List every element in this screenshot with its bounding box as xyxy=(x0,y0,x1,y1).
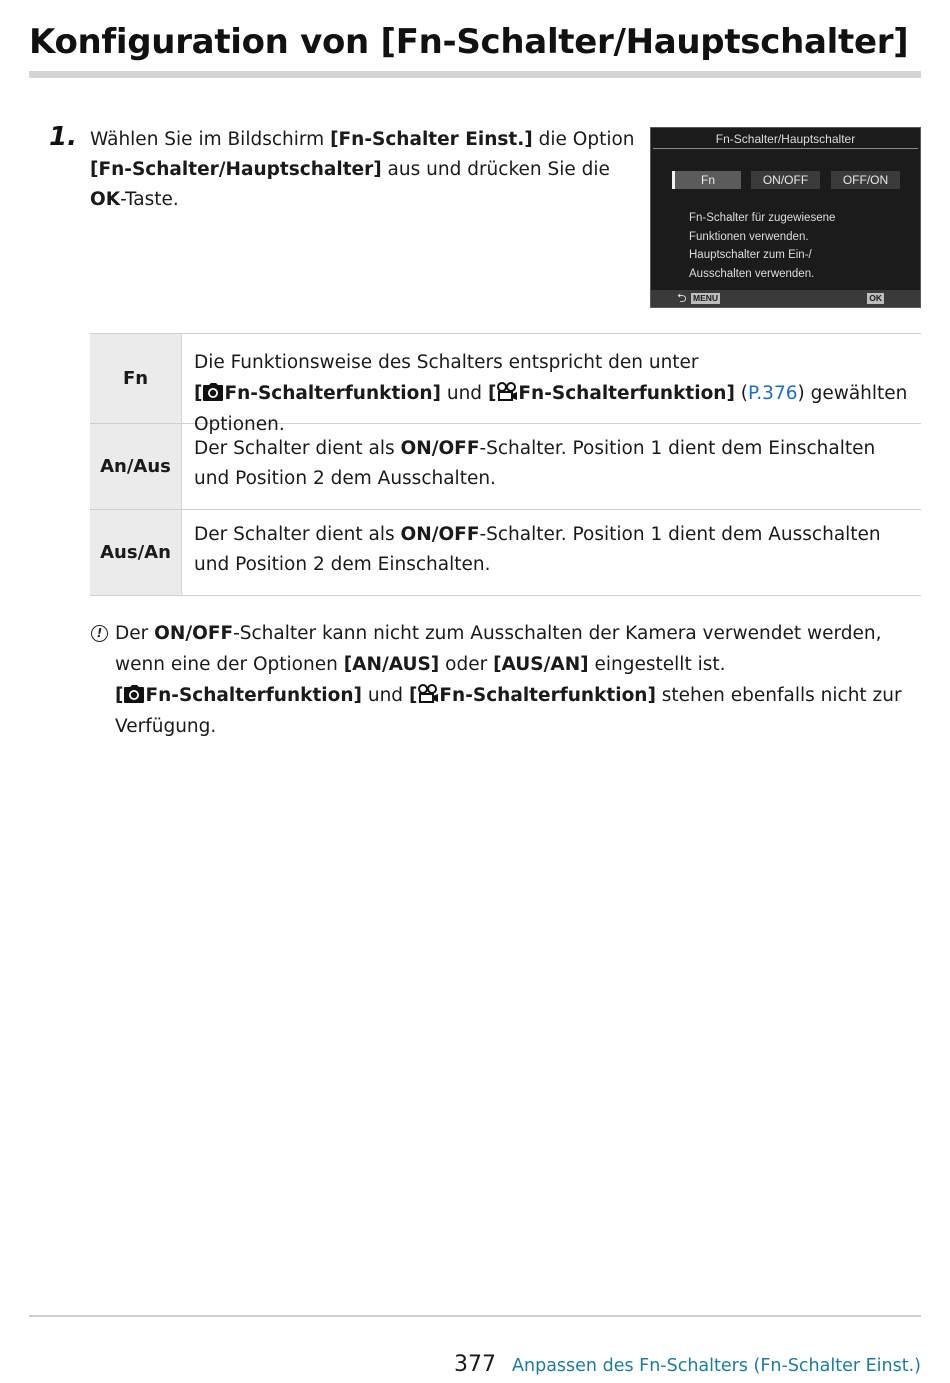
camera-desc-line: Hauptschalter zum Ein-/ xyxy=(689,249,812,262)
step-text-2: die Option xyxy=(532,129,635,150)
desc-text: ( xyxy=(734,383,749,404)
note-part: Der xyxy=(115,623,155,644)
camera-desc-line: Ausschalten verwenden. xyxy=(689,267,815,280)
movie-fn-function-name: Fn-Schalterfunktion] xyxy=(439,685,656,706)
camera-screen-description xyxy=(689,209,909,283)
option-aus-an-label: [AUS/AN] xyxy=(493,654,589,675)
footer-divider xyxy=(29,1315,921,1317)
option-an-aus-label: [AN/AUS] xyxy=(343,654,440,675)
options-table xyxy=(90,333,921,596)
page-number: 377 xyxy=(454,1352,496,1377)
footer-section-link[interactable]: Anpassen des Fn-Schalters (Fn-Schalter Einst.) xyxy=(512,1356,921,1376)
note-icon: ! xyxy=(91,625,108,642)
desc-text: Die Funktionsweise des Schalters entspricht den unter xyxy=(194,352,699,373)
camera-icon xyxy=(202,382,224,402)
option-key-fn: Fn xyxy=(90,334,182,423)
desc-text: -Schalter. Position 1 dient dem Einschalten und Position 2 dem Ausschalten. xyxy=(194,438,876,489)
movie-fn-function-name: Fn-Schalterfunktion] xyxy=(518,383,735,404)
page-reference-link[interactable]: P.376 xyxy=(748,383,798,404)
step-ok-key: OK xyxy=(90,189,121,210)
desc-text: Der Schalter dient als xyxy=(194,438,401,459)
camera-screen-illustration xyxy=(650,127,921,308)
option-description xyxy=(182,334,921,435)
table-row xyxy=(90,334,921,435)
camera-desc-line: Fn-Schalter für zugewiesene xyxy=(689,212,836,224)
table-row xyxy=(90,510,921,596)
option-description xyxy=(182,424,921,509)
on-off-label: ON/OFF xyxy=(400,438,480,459)
step-number: 1. xyxy=(49,122,77,152)
step-instruction xyxy=(90,125,635,215)
camera-desc-line: Funktionen verwenden. xyxy=(689,230,809,243)
bracket: [ xyxy=(194,383,203,404)
desc-text: ) gewählten Optionen. xyxy=(194,383,908,435)
desc-text: -Schalter. Position 1 dient dem Ausschalten und Position 2 dem Einschalten. xyxy=(194,524,881,575)
on-off-label: ON/OFF xyxy=(400,524,480,545)
note-part: oder xyxy=(439,654,494,675)
camera-option-fn: Fn xyxy=(672,171,741,189)
camera-screen-divider xyxy=(653,148,918,149)
back-arrow-icon: ⮌ xyxy=(677,291,687,305)
ok-key-label: OK xyxy=(869,293,882,303)
option-key-aus-an: Aus/An xyxy=(90,510,182,595)
page-title: Konfiguration von [Fn-Schalter/Hauptschalter] xyxy=(29,22,909,62)
camera-icon xyxy=(123,684,145,704)
step-text-3: aus und drücken Sie die xyxy=(381,159,610,180)
note-part: eingestellt ist. xyxy=(588,654,726,675)
note-part: -Schalter kann nicht zum Ausschalten der Kamera verwendet werden, wenn eine der Optionen xyxy=(115,623,882,675)
on-off-label: ON/OFF xyxy=(154,623,234,644)
camera-option-off-on: OFF/ON xyxy=(831,171,900,189)
camera-fn-function-name: Fn-Schalterfunktion] xyxy=(145,685,362,706)
step-option-name: [Fn-Schalter/Hauptschalter] xyxy=(90,159,382,180)
desc-text: und xyxy=(440,383,488,404)
camera-fn-function-name: Fn-Schalterfunktion] xyxy=(224,383,441,404)
step-text-1: Wählen Sie im Bildschirm xyxy=(90,129,331,150)
camera-screen-title: Fn-Schalter/Hauptschalter xyxy=(715,132,856,146)
movie-icon xyxy=(417,684,439,704)
option-description xyxy=(182,510,921,595)
movie-icon xyxy=(496,382,518,402)
step-text-4: -Taste. xyxy=(120,189,179,210)
step-menu-name: [Fn-Schalter Einst.] xyxy=(330,129,533,150)
bracket: [ xyxy=(115,685,124,706)
menu-key-label: MENU xyxy=(693,293,719,303)
camera-screen-bottom-bar xyxy=(651,290,920,307)
desc-text: Der Schalter dient als xyxy=(194,524,401,545)
title-divider xyxy=(29,71,921,78)
option-key-an-aus: An/Aus xyxy=(90,424,182,509)
table-row xyxy=(90,424,921,510)
bracket: [ xyxy=(408,685,418,706)
bracket: [ xyxy=(487,383,497,404)
note-text xyxy=(115,618,921,742)
note-part: stehen ebenfalls nicht zur Verfügung. xyxy=(115,685,902,737)
camera-option-on-off: ON/OFF xyxy=(751,171,820,189)
note-part: und xyxy=(361,685,409,706)
